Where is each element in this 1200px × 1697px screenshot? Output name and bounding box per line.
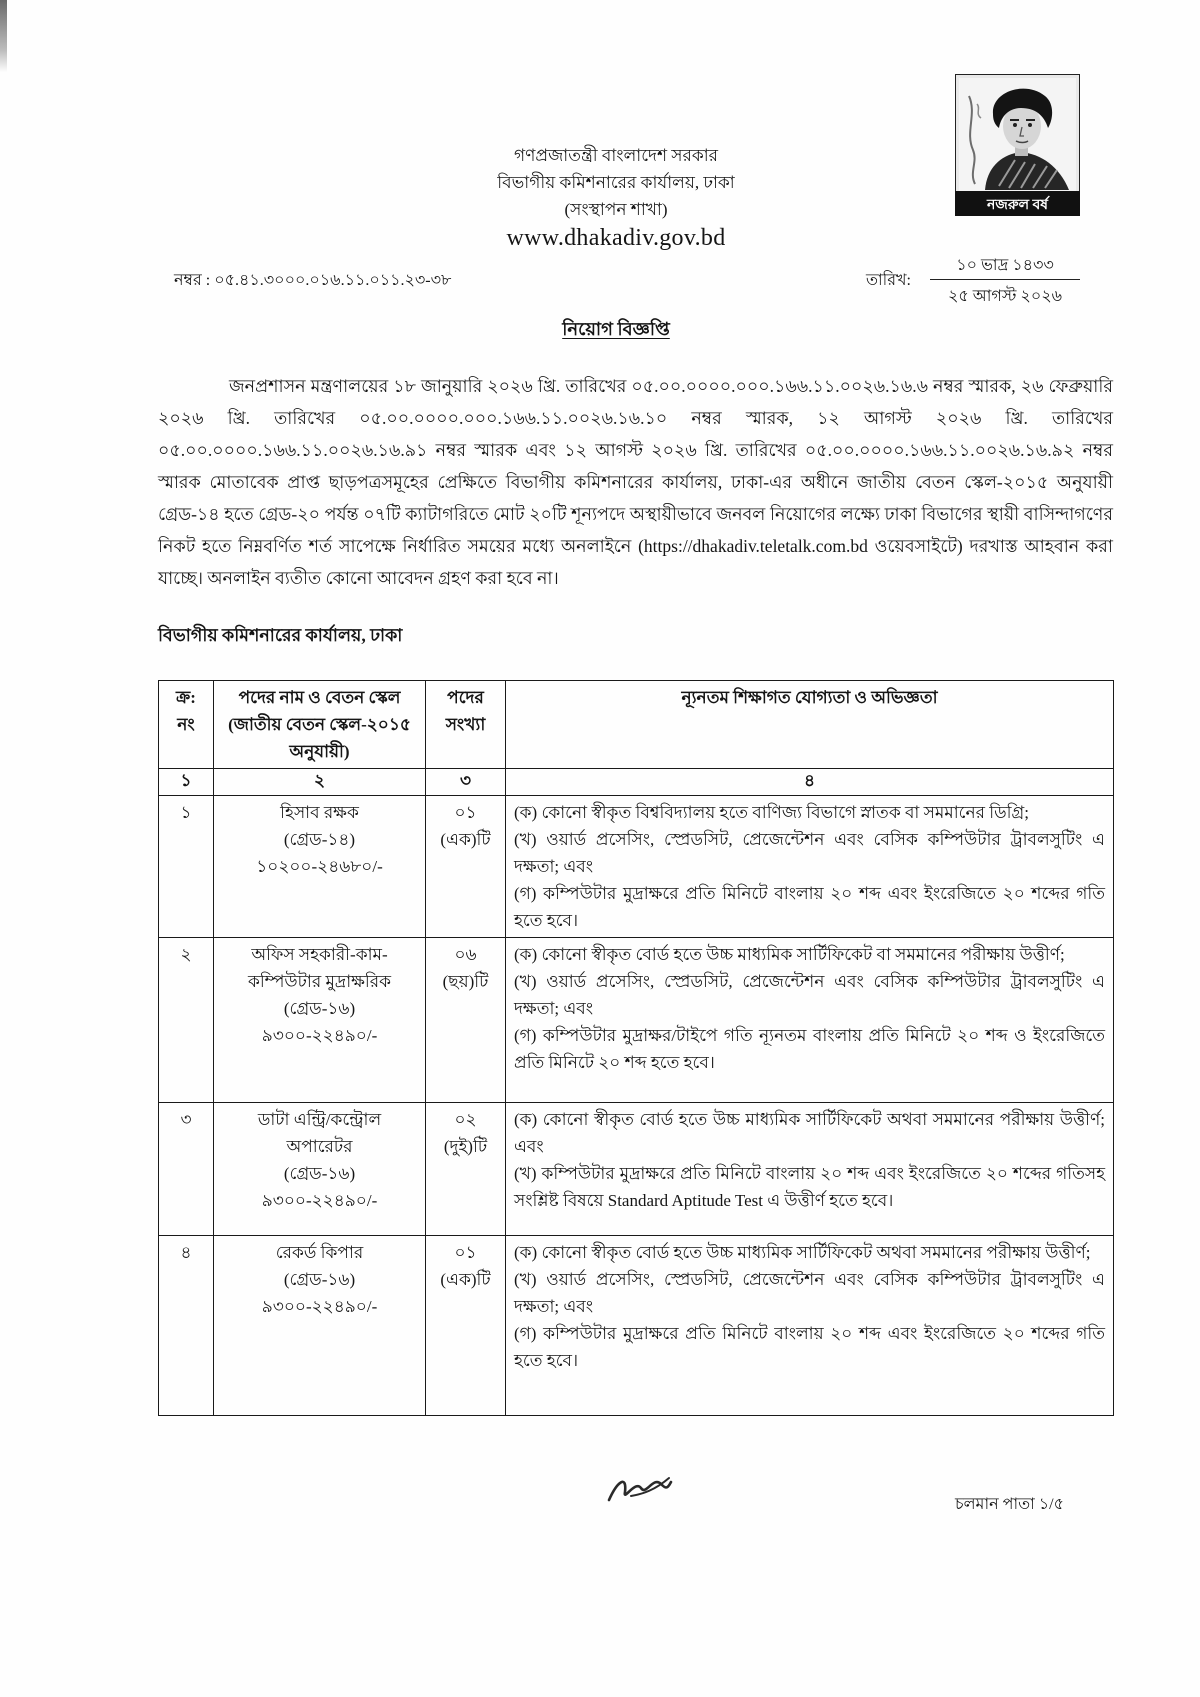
notice-title-text: নিয়োগ বিজ্ঞপ্তি — [562, 319, 670, 339]
post-count-words: (এক)টি — [440, 830, 491, 849]
column-index: ১ — [159, 769, 214, 796]
body-paragraph: জনপ্রশাসন মন্ত্রণালয়ের ১৮ জানুয়ারি ২০২৬ খ্রি. তারিখের ০৫.০০.০০০০.০০০.১৬৬.১১.০০২৬.১৬.৬ নম্বর স্মারক, ২৬ ফেব্রুয়ারি ২০২৬ খ্রি. তারিখের ০৫.০০.০০০০.০০০.১৬৬.১১.০০২৬.১৬.১০ নম্বর স্মারক, ১২ আগস্ট ২০২৬ খ্রি. তারিখের ০৫.০০.০০০০.১৬৬.১১.০০২৬.১৬.৯১ নম্বর স্মারক এবং ১২ আগস্ট ২০২৬ খ্রি. তারিখের ০৫.০০.০০০০.১৬৬.১১.০০২৬.১৬.৯২ নম্বর স্মারক মোতাবেক প্রাপ্ত ছাড়পত্রসমূহের প্রেক্ষিতে বিভাগীয় কমিশনারের কার্যালয়, ঢাকা-এর অধীনে জাতীয় বেতন স্কেল-২০১৫ অনুযায়ী গ্রেড-১৪ হতে গ্রেড-২০ পর্যন্ত ০৭টি ক্যাটাগরিতে মোট ২০টি শূন্যপদে অস্থায়ীভাবে জনবল নিয়োগের লক্ষ্যে ঢাকা বিভাগের স্থায়ী বাসিন্দাগণের নিকট হতে নিম্নবর্ণিত শর্ত সাপেক্ষে নির্ধারিত সময়ের মধ্যে অনলাইনে (https://dhakadiv.teletalk.com.bd ওয়েবসাইটে) দরখাস্ত আহবান করা যাচ্ছে। অনলাইন ব্যতীত কোনো আবেদন গ্রহণ করা হবে না। — [158, 376, 1113, 588]
qualification-cell — [506, 1103, 1114, 1236]
qualification-item: (খ) ওয়ার্ড প্রসেসিং, স্প্রেডসিট, প্রেজেন্টেশন এবং বেসিক কম্পিউটার ট্রাবলসুটিং এ দক্ষতা; এবং — [514, 1270, 1105, 1316]
table-row — [159, 1236, 1114, 1416]
post-count-words: (ছয়)টি — [442, 972, 489, 991]
date-gregorian: ২৫ আগস্ট ২০২৬ — [947, 288, 1063, 305]
post-pay-scale: ৯৩০০-২২৪৯০/- — [261, 1297, 378, 1316]
row-serial: ৪ — [159, 1236, 214, 1416]
memo-number: নম্বর : ০৫.৪১.৩০০০.০১৬.১১.০১১.২৩-৩৮ — [174, 272, 452, 289]
post-grade: (গ্রেড-১৬) — [283, 999, 356, 1018]
logo-caption: নজরুল বর্ষ — [986, 198, 1049, 213]
post-count-number: ০৬ — [454, 945, 477, 964]
row-serial: ১ — [159, 796, 214, 938]
row-serial: ৩ — [159, 1103, 214, 1236]
column-index: ৪ — [506, 769, 1114, 796]
header-serial-line: ক্র: — [176, 688, 196, 707]
header-count-line: সংখ্যা — [445, 715, 486, 734]
post-name-cell — [214, 938, 426, 1103]
qualification-item: (ক) কোনো স্বীকৃত বোর্ড হতে উচ্চ মাধ্যমিক সার্টিফিকেট বা সমমানের পরীক্ষায় উত্তীর্ণ; — [514, 945, 1065, 964]
post-count-words: (এক)টি — [440, 1270, 491, 1289]
post-name: অফিস সহকারী-কাম- — [251, 945, 388, 964]
qualification-cell — [506, 938, 1114, 1103]
post-count-words: (দুই)টি — [443, 1137, 488, 1156]
notice-body — [158, 370, 1113, 1528]
header-qualification: ন্যূনতম শিক্ষাগত যোগ্যতা ও অভিজ্ঞতা — [506, 681, 1114, 769]
post-count-number: ০১ — [454, 803, 477, 822]
page-continuation: চলমান পাতা ১/৫ — [955, 1496, 1064, 1513]
post-count-cell — [426, 938, 506, 1103]
qualification-item: (ক) কোনো স্বীকৃত বিশ্ববিদ্যালয় হতে বাণিজ্য বিভাগে স্নাতক বা সমমানের ডিগ্রি; — [514, 803, 1029, 822]
post-name: রেকর্ড কিপার — [275, 1243, 364, 1262]
qualification-item: (খ) কম্পিউটার মুদ্রাক্ষরে প্রতি মিনিটে বাংলায় ২০ শব্দ এবং ইংরেজিতে ২০ শব্দের গতিসহ সংশ্লিষ্ট বিষয়ে Standard Aptitude Test এ উত্তীর্ণ হতে হবে। — [514, 1164, 1105, 1210]
post-count-cell — [426, 796, 506, 938]
post-name: কম্পিউটার মুদ্রাক্ষরিক — [247, 972, 392, 991]
column-index: ৩ — [426, 769, 506, 796]
post-name: হিসাব রক্ষক — [280, 803, 359, 822]
signature-icon — [605, 1468, 675, 1508]
post-count-number: ০১ — [454, 1243, 477, 1262]
post-name-cell — [214, 796, 426, 938]
header-serial — [159, 681, 214, 769]
qualification-item: (খ) ওয়ার্ড প্রসেসিং, স্প্রেডসিট, প্রেজেন্টেশন এবং বেসিক কম্পিউটার ট্রাবলসুটিং এ দক্ষতা; এবং — [514, 830, 1105, 876]
header-post-count — [426, 681, 506, 769]
header-post-line: পদের নাম ও বেতন স্কেল — [238, 688, 401, 707]
qualification-item: (ক) কোনো স্বীকৃত বোর্ড হতে উচ্চ মাধ্যমিক সার্টিফিকেট অথবা সমমানের পরীক্ষায় উত্তীর্ণ; — [514, 1243, 1091, 1262]
qualification-item: (গ) কম্পিউটার মুদ্রাক্ষর/টাইপে গতি ন্যূনতম বাংলায় প্রতি মিনিটে ২০ শব্দ ও ইংরেজিতে প্রতি মিনিটে ২০ শব্দ হতে হবে। — [514, 1026, 1105, 1072]
table-header-row — [159, 681, 1114, 769]
post-name-cell — [214, 1236, 426, 1416]
post-grade: (গ্রেড-১৪) — [283, 830, 356, 849]
table-row — [159, 938, 1114, 1103]
post-count-cell — [426, 1103, 506, 1236]
website-address: www.dhakadiv.gov.bd — [506, 225, 726, 251]
qualification-item: (খ) ওয়ার্ড প্রসেসিং, স্প্রেডসিট, প্রেজেন্টেশন এবং বেসিক কম্পিউটার ট্রাবলসুটিং এ দক্ষতা; এবং — [514, 972, 1105, 1018]
column-index: ২ — [214, 769, 426, 796]
date-block — [930, 253, 1080, 310]
header-post-line: (জাতীয় বেতন স্কেল-২০১৫ — [228, 715, 411, 734]
government-name: গণপ্রজাতন্ত্রী বাংলাদেশ সরকার — [513, 146, 719, 165]
post-count-cell — [426, 1236, 506, 1416]
letterhead — [416, 142, 816, 253]
row-serial: ২ — [159, 938, 214, 1103]
post-name: ডাটা এন্ট্রি/কন্ট্রোল — [257, 1110, 382, 1129]
date-label: তারিখ: — [866, 272, 911, 289]
qualification-cell — [506, 1236, 1114, 1416]
section-heading: বিভাগীয় কমিশনারের কার্যালয়, ঢাকা — [158, 625, 403, 645]
qualification-item: (ক) কোনো স্বীকৃত বোর্ড হতে উচ্চ মাধ্যমিক সার্টিফিকেট অথবা সমমানের পরীক্ষায় উত্তীর্ণ; এবং — [514, 1110, 1105, 1156]
qualification-cell — [506, 796, 1114, 938]
table-row — [159, 1103, 1114, 1236]
vacancy-table — [158, 680, 1114, 1416]
qualification-item: (গ) কম্পিউটার মুদ্রাক্ষরে প্রতি মিনিটে বাংলায় ২০ শব্দ এবং ইংরেজিতে ২০ শব্দের গতি হতে হবে। — [514, 884, 1105, 930]
table-row — [159, 796, 1114, 938]
post-grade: (গ্রেড-১৬) — [283, 1164, 356, 1183]
qualification-item: (গ) কম্পিউটার মুদ্রাক্ষরে প্রতি মিনিটে বাংলায় ২০ শব্দ এবং ইংরেজিতে ২০ শব্দের গতি হতে হবে। — [514, 1324, 1105, 1370]
date-bangla: ১০ ভাদ্র ১৪৩৩ — [930, 253, 1080, 280]
post-name: অপারেটর — [286, 1137, 353, 1156]
page-footer — [158, 1468, 1113, 1528]
post-grade: (গ্রেড-১৬) — [283, 1270, 356, 1289]
header-count-line: পদের — [447, 688, 484, 707]
post-name-cell — [214, 1103, 426, 1236]
office-name: বিভাগীয় কমিশনারের কার্যালয়, ঢাকা — [497, 173, 735, 192]
scan-edge-mark — [0, 0, 7, 72]
nazrul-year-logo — [955, 74, 1080, 216]
nazrul-portrait-icon — [955, 74, 1080, 216]
column-index-row — [159, 769, 1114, 796]
header-post-name — [214, 681, 426, 769]
post-pay-scale: ১০২০০-২৪৬৮০/- — [256, 857, 383, 876]
post-pay-scale: ৯৩০০-২২৪৯০/- — [261, 1026, 378, 1045]
post-pay-scale: ৯৩০০-২২৪৯০/- — [261, 1191, 378, 1210]
post-count-number: ০২ — [454, 1110, 477, 1129]
branch-name: (সংস্থাপন শাখা) — [564, 200, 668, 219]
header-serial-line: নং — [177, 715, 195, 734]
notice-title — [466, 316, 766, 342]
header-post-line: অনুযায়ী) — [289, 742, 350, 761]
